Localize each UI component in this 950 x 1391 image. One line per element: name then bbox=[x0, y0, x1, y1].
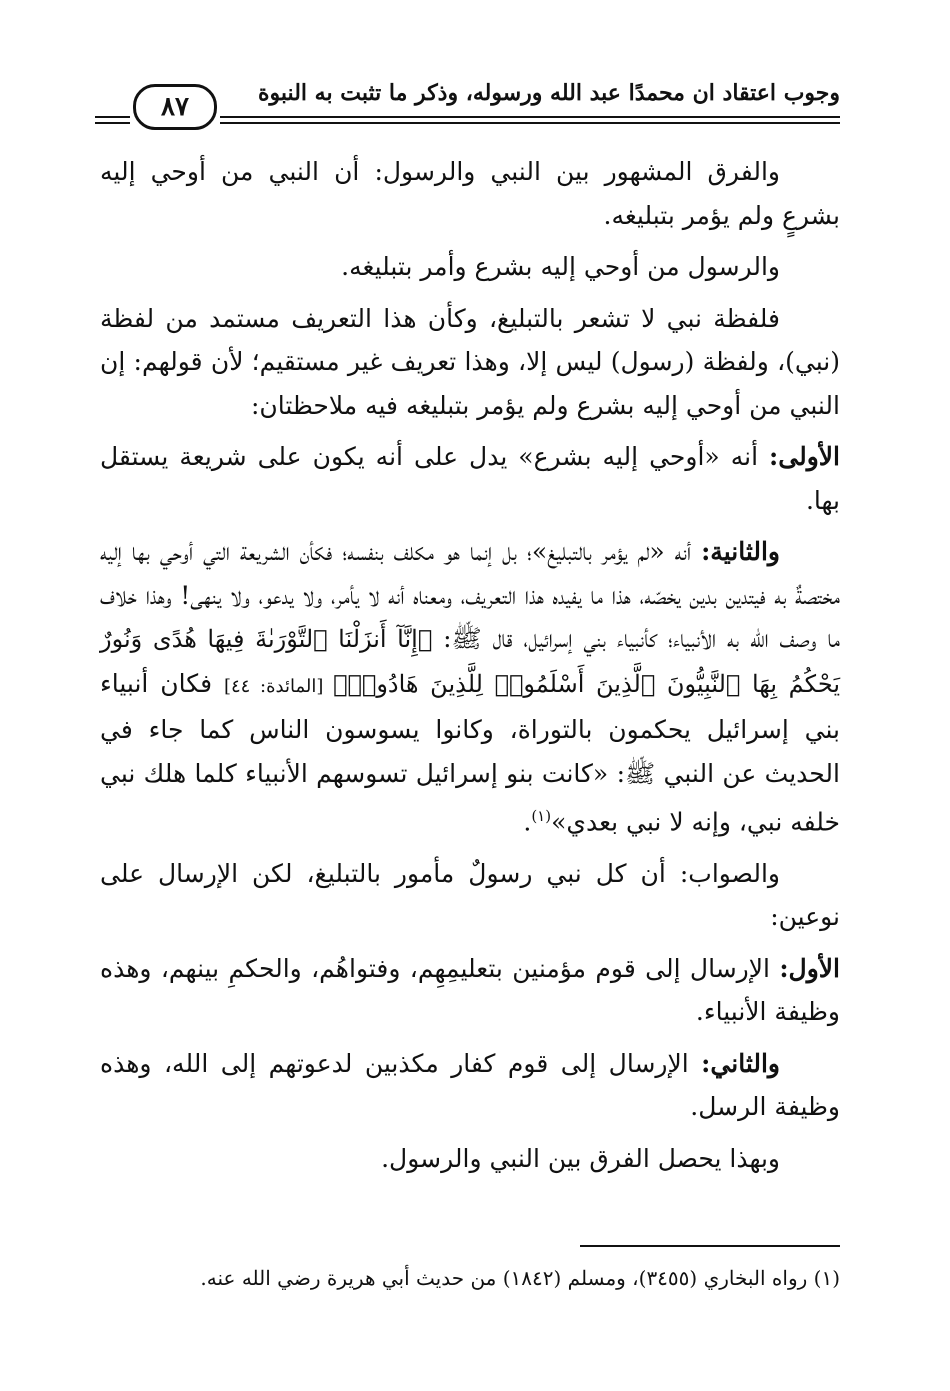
paragraph-text: الإرسال إلى قوم كفار مكذبين لدعوتهم إلى الله، وهذه وظيفة الرسل. bbox=[100, 1048, 840, 1122]
page-number: ٨٧ bbox=[133, 84, 217, 130]
paragraph-2: والرسول من أوحي إليه بشرع وأمر بتبليغه. bbox=[341, 252, 780, 281]
footnote-divider bbox=[580, 1245, 840, 1247]
header-rule bbox=[220, 116, 840, 118]
main-text bbox=[100, 150, 840, 1188]
paragraph-4 bbox=[100, 435, 840, 522]
header-rule bbox=[95, 122, 130, 124]
header-rule bbox=[95, 116, 130, 118]
paragraph-6: والصواب: أن كل نبي رسولٌ مأمور بالتبليغ، لكن الإرسال على نوعين: bbox=[100, 858, 840, 932]
paragraph-text: فكان أنبياء بني إسرائيل يحكمون بالتوراة، وكانوا يسوسون الناس كما جاء في الحديث عن النبي ﷺ: «كانت بنو إسرائيل تسوسهم الأنبياء كلما هلك نبي خلفه نبي، وإنه لا نبي بعدي» bbox=[100, 668, 840, 837]
paragraph-5 bbox=[100, 530, 840, 844]
paragraph-lead: الأول: bbox=[779, 953, 840, 983]
paragraph-text: الإرسال إلى قوم مؤمنين بتعليمِهِم، وفتواهُم، والحكمِ بينهم، وهذه وظيفة الأنبياء. bbox=[100, 953, 840, 1027]
paragraph-text: أنه «أوحي إليه بشرع» يدل على أنه يكون على شريعة يستقل بها. bbox=[100, 442, 840, 515]
paragraph-8 bbox=[100, 1042, 840, 1129]
paragraph-3: فلفظة نبي لا تشعر بالتبليغ، وكأن هذا التعريف مستمد من لفظة (نبي)، ولفظة (رسول) ليس إلا، وهذا تعريف غير مستقيم؛ لأن قولهم: إن النبي من أوحي إليه بشرع ولم يؤمر بتبليغه فيه ملاحظتان: bbox=[100, 303, 840, 420]
paragraph-lead: والثانية: bbox=[701, 537, 780, 566]
running-header-title: وجوب اعتقاد ان محمدًا عبد الله ورسوله، وذكر ما تثبت به النبوة bbox=[258, 80, 840, 106]
paragraph-text: أنه «لم يؤمر بالتبليغ»؛ بل إنما هو مكلف بنفسه؛ فكأن الشريعة التي أوحي بها إليه مختصةٌ به فيتدين بدين يخصّه، هذا ما يفيده هذا التعريف، ومعناه أنه لا يأمر، ولا يدعو، ولا ينهى! وهذا خلاف ما وصف الله به الأنبياء؛ كأنبياء بني إسرائيل، قال ﷺ: bbox=[100, 537, 841, 653]
paragraph-lead: الأولى: bbox=[769, 442, 840, 471]
paragraph-7 bbox=[100, 947, 840, 1034]
footnote-marker: (١) bbox=[531, 807, 552, 825]
quran-verse: ﴿إِنَّآ أَنزَلْنَا ٱلتَّوْرَىٰةَ فِيهَا هُدًى وَنُورٌ يَحْكُمُ بِهَا ٱلنَّبِيُّونَ ٱلَّذِينَ أَسْلَمُوا۟ لِلَّذِينَ هَادُوا۟﴾ bbox=[100, 625, 841, 698]
paragraph-1: والفرق المشهور بين النبي والرسول: أن النبي من أوحي إليه بشرعٍ ولم يؤمر بتبليغه. bbox=[100, 157, 840, 230]
verse-reference: [المائدة: ٤٤] bbox=[223, 675, 334, 697]
paragraph-lead: والثاني: bbox=[701, 1048, 780, 1078]
header-rule bbox=[220, 122, 840, 124]
paragraph-9: وبهذا يحصل الفرق بين النبي والرسول. bbox=[381, 1143, 780, 1173]
paragraph-end: . bbox=[523, 807, 532, 837]
page-header bbox=[95, 72, 840, 130]
footnote: (١) رواه البخاري (٣٤٥٥)، ومسلم (١٨٤٢) من حديث أبي هريرة رضي الله عنه. bbox=[200, 1266, 840, 1290]
